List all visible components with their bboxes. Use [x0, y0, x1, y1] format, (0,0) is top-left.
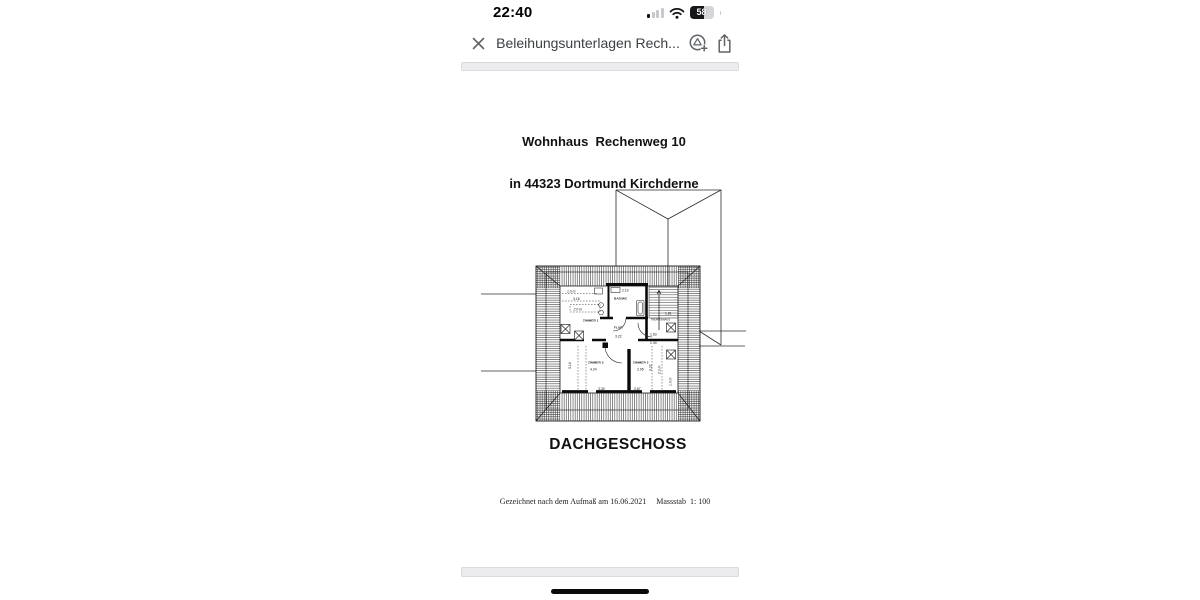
room-label: ZIMMER 3: [588, 360, 604, 365]
dim-label: 1.81: [665, 311, 672, 316]
room-label: FLUR: [614, 325, 623, 330]
floor-plan-drawing: [460, 180, 760, 430]
cellular-signal-icon: [647, 7, 664, 18]
battery-indicator: [690, 6, 714, 19]
dim-label: 0.67: [634, 387, 641, 391]
heading-line2: in 44323 Dortmund Kirchderne: [509, 176, 699, 191]
dim-label: 1.0 m: [567, 289, 576, 294]
room-label: ZIMMER 1: [583, 318, 599, 323]
room-label: ZIMMER 2: [633, 360, 649, 365]
add-to-drive-button[interactable]: [685, 30, 711, 56]
status-icons: [647, 6, 721, 19]
page-separator-top: [461, 62, 739, 71]
share-icon: [716, 33, 733, 54]
room-label: BAD/WC: [614, 296, 628, 301]
drawing-caption: [451, 488, 751, 515]
document-title: Beleihungsunterlagen Rech...: [496, 35, 680, 51]
dim-label: 3.30: [598, 387, 605, 391]
dim-label: 2.10: [622, 288, 629, 293]
dim-label: 4.24: [590, 367, 597, 372]
dim-label: 1.0 m: [668, 377, 673, 386]
dim-label: 2.95: [637, 367, 644, 372]
dim-label: 2.76: [610, 284, 616, 288]
heading-line1: Wohnhaus Rechenweg 10: [522, 134, 686, 149]
caption-drawn-text: Gezeichnet nach dem Aufmaß am 16.06.2021: [499, 497, 647, 506]
dim-label: 2.0 m: [573, 307, 582, 312]
room-label: TREPPENHAUS: [650, 318, 670, 322]
status-bar: [461, 0, 739, 26]
floor-label: DACHGESCHOSS: [549, 436, 687, 453]
close-button[interactable]: [465, 30, 491, 56]
caption-scale-text: Massstab 1: 100: [656, 497, 711, 506]
home-indicator[interactable]: [551, 589, 649, 594]
dim-label: 3.02: [648, 364, 653, 371]
share-button[interactable]: [711, 30, 737, 56]
dim-label: 1.44: [650, 341, 657, 346]
page-separator-bottom: [461, 567, 739, 577]
dim-label: 2.0 m: [657, 365, 662, 374]
add-to-drive-icon: [688, 33, 709, 53]
close-icon: [471, 36, 486, 51]
dim-label: 3.22: [615, 334, 622, 339]
battery-percent: 58: [696, 7, 707, 17]
battery-cap: [720, 11, 722, 15]
document-viewer-toolbar: [461, 28, 739, 58]
status-time: 22:40: [493, 4, 533, 21]
dim-label: 3.14: [568, 362, 572, 369]
dim-label: 1.63: [650, 332, 657, 337]
wifi-icon: [669, 7, 685, 19]
dim-label: 3.16: [573, 296, 580, 301]
